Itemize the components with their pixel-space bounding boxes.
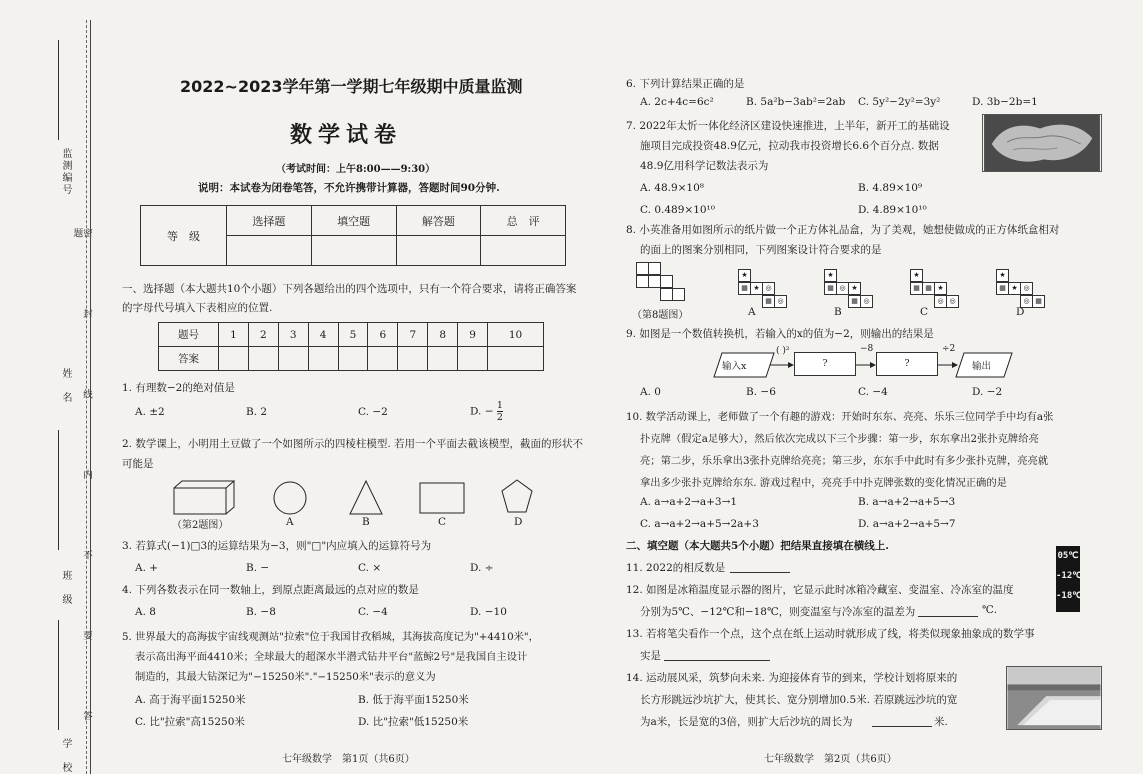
q9-step1-box: ? — [794, 352, 856, 376]
q14-line1: 14. 运动展风采，筑梦向未来. 为迎接体育节的到来，学校计划将原来的 — [626, 672, 958, 684]
class-label: 班 级 — [60, 570, 71, 606]
name-label: 姓 名 — [60, 368, 71, 404]
q8-net-figure — [636, 262, 684, 301]
q10-option-a: A. a→a+2→a+3→1 — [640, 496, 738, 508]
q9-stem: 9. 如图是一个数值转换机，若输入的x的值为−2，则输出的结果是 — [626, 328, 934, 340]
grade-cell[interactable] — [227, 236, 312, 266]
q7-option-a: A. 48.9×10⁸ — [640, 182, 705, 194]
q6-option-a: A. 2c+4c=6c² — [640, 96, 714, 108]
q14-unit: 米. — [934, 716, 948, 728]
exam-title: 2022~2023学年第一学期七年级期中质量监测 — [180, 77, 523, 96]
q11-stem: 11. 2022的相反数是 — [626, 562, 726, 574]
q7-option-b: B. 4.89×10⁹ — [858, 182, 923, 194]
q1-option-c: C. −2 — [358, 406, 388, 418]
subject-title: 数学试卷 — [290, 122, 403, 148]
q8-label-c: C — [920, 306, 929, 318]
q2-label-d: D — [514, 516, 523, 528]
class-line — [58, 620, 59, 730]
q9-output: 输出 — [972, 361, 992, 372]
map-photo — [982, 114, 1102, 172]
q13-line1: 13. 若将笔尖看作一个点，这个点在纸上运动时就形成了线，将类似现象抽象成的数学事 — [626, 628, 1035, 640]
q9-step2-box: ? — [876, 352, 938, 376]
q5-line1: 5. 世界最大的高海拔宇宙线观测站"拉索"位于我国甘孜稻城，其海拔高度记为"+4410米"， — [122, 631, 539, 643]
q1-option-d — [470, 400, 503, 423]
q9-option-a: A. 0 — [640, 386, 661, 398]
section2-heading: 二、填空题（本大题共5个小题）把结果直接填在横线上. — [626, 540, 889, 552]
rectangle-shape — [420, 483, 464, 513]
exam-note: 说明：本试卷为闭卷笔答，不允许携带计算器，答题时间90分钟. — [198, 182, 500, 194]
page1-footer: 七年级数学 第1页（共6页） — [282, 754, 415, 765]
answer-cell[interactable] — [308, 347, 338, 371]
q9-option-d: D. −2 — [972, 386, 1003, 398]
q1-fraction-num: 1 — [496, 400, 503, 411]
q12-line2: 分别为5℃、−12℃和−18℃，则变温室与冷冻室的温差为 — [640, 606, 916, 618]
q7-line2: 施项目完成投资48.9亿元，拉动我市投资增长6.6个百分点. 数据 — [640, 140, 939, 152]
q1-fraction-den: 2 — [496, 412, 503, 423]
q9-op-minus8: −8 — [860, 344, 874, 354]
q5-option-b: B. 低于海平面15250米 — [358, 694, 469, 706]
q4-option-d: D. −10 — [470, 606, 507, 618]
q7-line1: 7. 2022年太忻一体化经济区建设快速推进，上半年，新开工的基础设 — [626, 120, 950, 132]
grade-header: 总 评 — [481, 206, 566, 236]
grade-header: 填空题 — [311, 206, 396, 236]
answer-header-label: 题号 — [159, 323, 219, 347]
grade-header: 解答题 — [396, 206, 481, 236]
q8-option-c-net: ★ ▦ ▦ ★ ◎ ◎ — [910, 264, 958, 303]
q8-label-a: A — [748, 306, 756, 318]
q8-label-d: D — [1016, 306, 1025, 318]
answer-cell[interactable] — [488, 347, 544, 371]
answer-cell[interactable] — [248, 347, 278, 371]
q2-label-b: B — [362, 516, 370, 528]
q5-option-c: C. 比"拉索"高15250米 — [135, 716, 245, 728]
answer-cell[interactable] — [428, 347, 458, 371]
answer-number: 5 — [338, 323, 368, 347]
q5-line2: 表示高出海平面4410米；全球最大的超深水半潜式钻井平台"蓝鲸2号"是我国自主设计 — [135, 651, 528, 663]
fridge-temp-1: 05℃ — [1057, 551, 1079, 561]
q1-option-b: B. 2 — [246, 406, 268, 418]
grade-table — [140, 205, 566, 266]
fridge-temp-3: -18℃ — [1056, 591, 1083, 601]
q1-option-a: A. ±2 — [135, 406, 165, 418]
q2-label-a: A — [286, 516, 294, 528]
circle-shape — [274, 482, 306, 514]
q5-option-a: A. 高于海平面15250米 — [135, 694, 246, 706]
q4-option-c: C. −4 — [358, 606, 388, 618]
q10-line2: 扑克牌（假定a足够大），然后依次完成以下三个步骤：第一步，东东拿出2张扑克牌给亮 — [640, 433, 1039, 445]
q3-option-a: A. + — [135, 562, 159, 574]
q8-fig-caption: （第8题图） — [632, 310, 689, 321]
q5-option-d: D. 比"拉索"低15250米 — [358, 716, 469, 728]
seal-dashed-line — [86, 20, 87, 774]
exam-no-line — [58, 40, 59, 140]
q14-blank[interactable] — [872, 726, 932, 727]
section1-instructions: 一、选择题（本大题共10个小题）下列各题给出的四个选项中，只有一个符合要求，请将正确答案的字母代号填入下表相应的位置. — [122, 283, 577, 314]
q10-line3: 亮；第二步，乐乐拿出3张扑克牌给亮亮；第三步，东东手中此时有多少张扑克牌，亮亮就 — [640, 455, 1049, 467]
exam-time: （考试时间：上午8:00——9:30） — [276, 164, 436, 175]
q4-option-b: B. −8 — [246, 606, 276, 618]
exam-no-label: 监测编号 — [60, 148, 71, 196]
q4-stem: 4. 下列各数表示在同一数轴上，到原点距离最远的点对应的数是 — [122, 584, 419, 596]
q3-option-b: B. − — [246, 562, 270, 574]
q12-unit: ℃. — [982, 604, 998, 616]
answer-table — [158, 322, 544, 371]
q7-option-d: D. 4.89×10¹⁰ — [858, 204, 927, 216]
q8-option-b-net: ★ ▦ ◎ ★ ▦ ◎ — [824, 264, 872, 303]
right-page — [600, 0, 1143, 774]
q8-line1: 8. 小英准备用如图所示的纸片做一个正方体礼品盒，为了美观，她想使做成的正方体纸盒相对 — [626, 224, 1060, 236]
grade-cell[interactable] — [481, 236, 566, 266]
q12-blank[interactable] — [918, 616, 978, 617]
q11-blank[interactable] — [730, 572, 790, 573]
q8-option-a-net: ★ ▦ ★ ◎ ▦ ◎ — [738, 264, 786, 303]
triangle-shape — [350, 481, 382, 514]
q10-option-b: B. a→a+2→a+5→3 — [858, 496, 956, 508]
q8-line2: 的面上的图案分别相同，下列图案设计符合要求的是 — [640, 244, 882, 256]
fridge-temp-2: -12℃ — [1056, 571, 1083, 581]
q6-option-c: C. 5y²−2y²=3y² — [858, 96, 941, 108]
answer-number: 9 — [458, 323, 488, 347]
seal-solid-line — [90, 20, 91, 774]
q6-option-b: B. 5a²b−3ab²=2ab — [746, 96, 846, 108]
answer-row-label: 答案 — [159, 347, 219, 371]
grade-label: 等 级 — [141, 206, 227, 266]
q7-option-c: C. 0.489×10¹⁰ — [640, 204, 715, 216]
answer-number: 2 — [248, 323, 278, 347]
q10-option-d: D. a→a+2→a+5→7 — [858, 518, 956, 530]
q2-label-c: C — [438, 516, 447, 528]
answer-number: 4 — [308, 323, 338, 347]
answer-cell[interactable] — [219, 347, 249, 371]
grade-cell[interactable] — [396, 236, 481, 266]
answer-number: 6 — [368, 323, 398, 347]
q9-option-b: B. −6 — [746, 386, 776, 398]
prism-shape — [174, 481, 234, 514]
answer-number: 10 — [488, 323, 544, 347]
answer-number: 3 — [278, 323, 308, 347]
q2-fig-caption: （第2题图） — [172, 520, 229, 531]
q14-line2: 长方形跳远沙坑扩大，使其长、宽分别增加0.5米. 若原跳远沙坑的宽 — [640, 694, 958, 706]
page2-footer: 七年级数学 第2页（共6页） — [764, 754, 897, 765]
seal-line-text: 密 封 线 内 不 要 答 题 — [71, 228, 92, 755]
q9-op-div2: ÷2 — [942, 344, 956, 354]
answer-number: 8 — [428, 323, 458, 347]
q9-input: 输入x — [722, 361, 747, 372]
fridge-display — [1056, 546, 1083, 612]
q12-line1: 12. 如图是冰箱温度显示器的图片，它显示此时冰箱冷藏室、变温室、冷冻室的温度 — [626, 584, 1014, 596]
grade-header: 选择题 — [227, 206, 312, 236]
q1-option-d-prefix: D. − — [470, 405, 494, 418]
answer-cell[interactable] — [368, 347, 398, 371]
school-label: 学 校 — [60, 738, 71, 774]
q3-option-d: D. ÷ — [470, 562, 494, 574]
sandpit-photo — [1006, 666, 1102, 730]
q13-line2: 实是 — [640, 650, 661, 662]
q4-option-a: A. 8 — [135, 606, 156, 618]
q3-stem: 3. 若算式(−1)□3的运算结果为−3，则"□"内应填入的运算符号为 — [122, 540, 432, 552]
q1-fraction — [497, 400, 503, 423]
answer-cell[interactable] — [458, 347, 488, 371]
answer-cell[interactable] — [278, 347, 308, 371]
q3-option-c: C. × — [358, 562, 382, 574]
answer-number: 7 — [398, 323, 428, 347]
answer-number: 1 — [219, 323, 249, 347]
q1-stem: 1. 有理数−2的绝对值是 — [122, 382, 235, 394]
pentagon-shape — [502, 480, 532, 512]
q14-line3: 为a米，长是宽的3倍，则扩大后沙坑的周长为 — [640, 716, 853, 728]
grade-cell[interactable] — [311, 236, 396, 266]
q6-option-d: D. 3b−2b=1 — [972, 96, 1038, 108]
q9-op-square: ( )² — [776, 346, 790, 356]
q10-line1: 10. 数学活动课上，老师做了一个有趣的游戏：开始时东东、亮亮、乐乐三位同学手中均有a张 — [626, 411, 1054, 423]
q9-option-c: C. −4 — [858, 386, 888, 398]
q2-stem: 2. 数学课上，小明用土豆做了一个如图所示的四棱柱模型. 若用一个平面去截该模型，截面的形状不可能是 — [122, 438, 584, 470]
q8-option-d-net: ★ ▦ ★ ◎ ◎ ▦ — [996, 264, 1044, 303]
q10-line4: 拿出多少张扑克牌给东东. 游戏过程中，亮亮手中扑克牌张数的变化情况正确的是 — [640, 477, 1007, 489]
q6-stem: 6. 下列计算结果正确的是 — [626, 78, 745, 90]
q10-option-c: C. a→a+2→a+5→2a+3 — [640, 518, 759, 530]
q5-line3: 制造的，其最大钻深记为"−15250米"."−15250米"表示的意义为 — [135, 671, 436, 683]
name-line — [58, 430, 59, 550]
q13-blank[interactable] — [664, 660, 770, 661]
answer-cell[interactable] — [398, 347, 428, 371]
answer-cell[interactable] — [338, 347, 368, 371]
q8-label-b: B — [834, 306, 842, 318]
q7-line3: 48.9亿用科学记数法表示为 — [640, 160, 769, 172]
q2-figure — [168, 478, 538, 518]
